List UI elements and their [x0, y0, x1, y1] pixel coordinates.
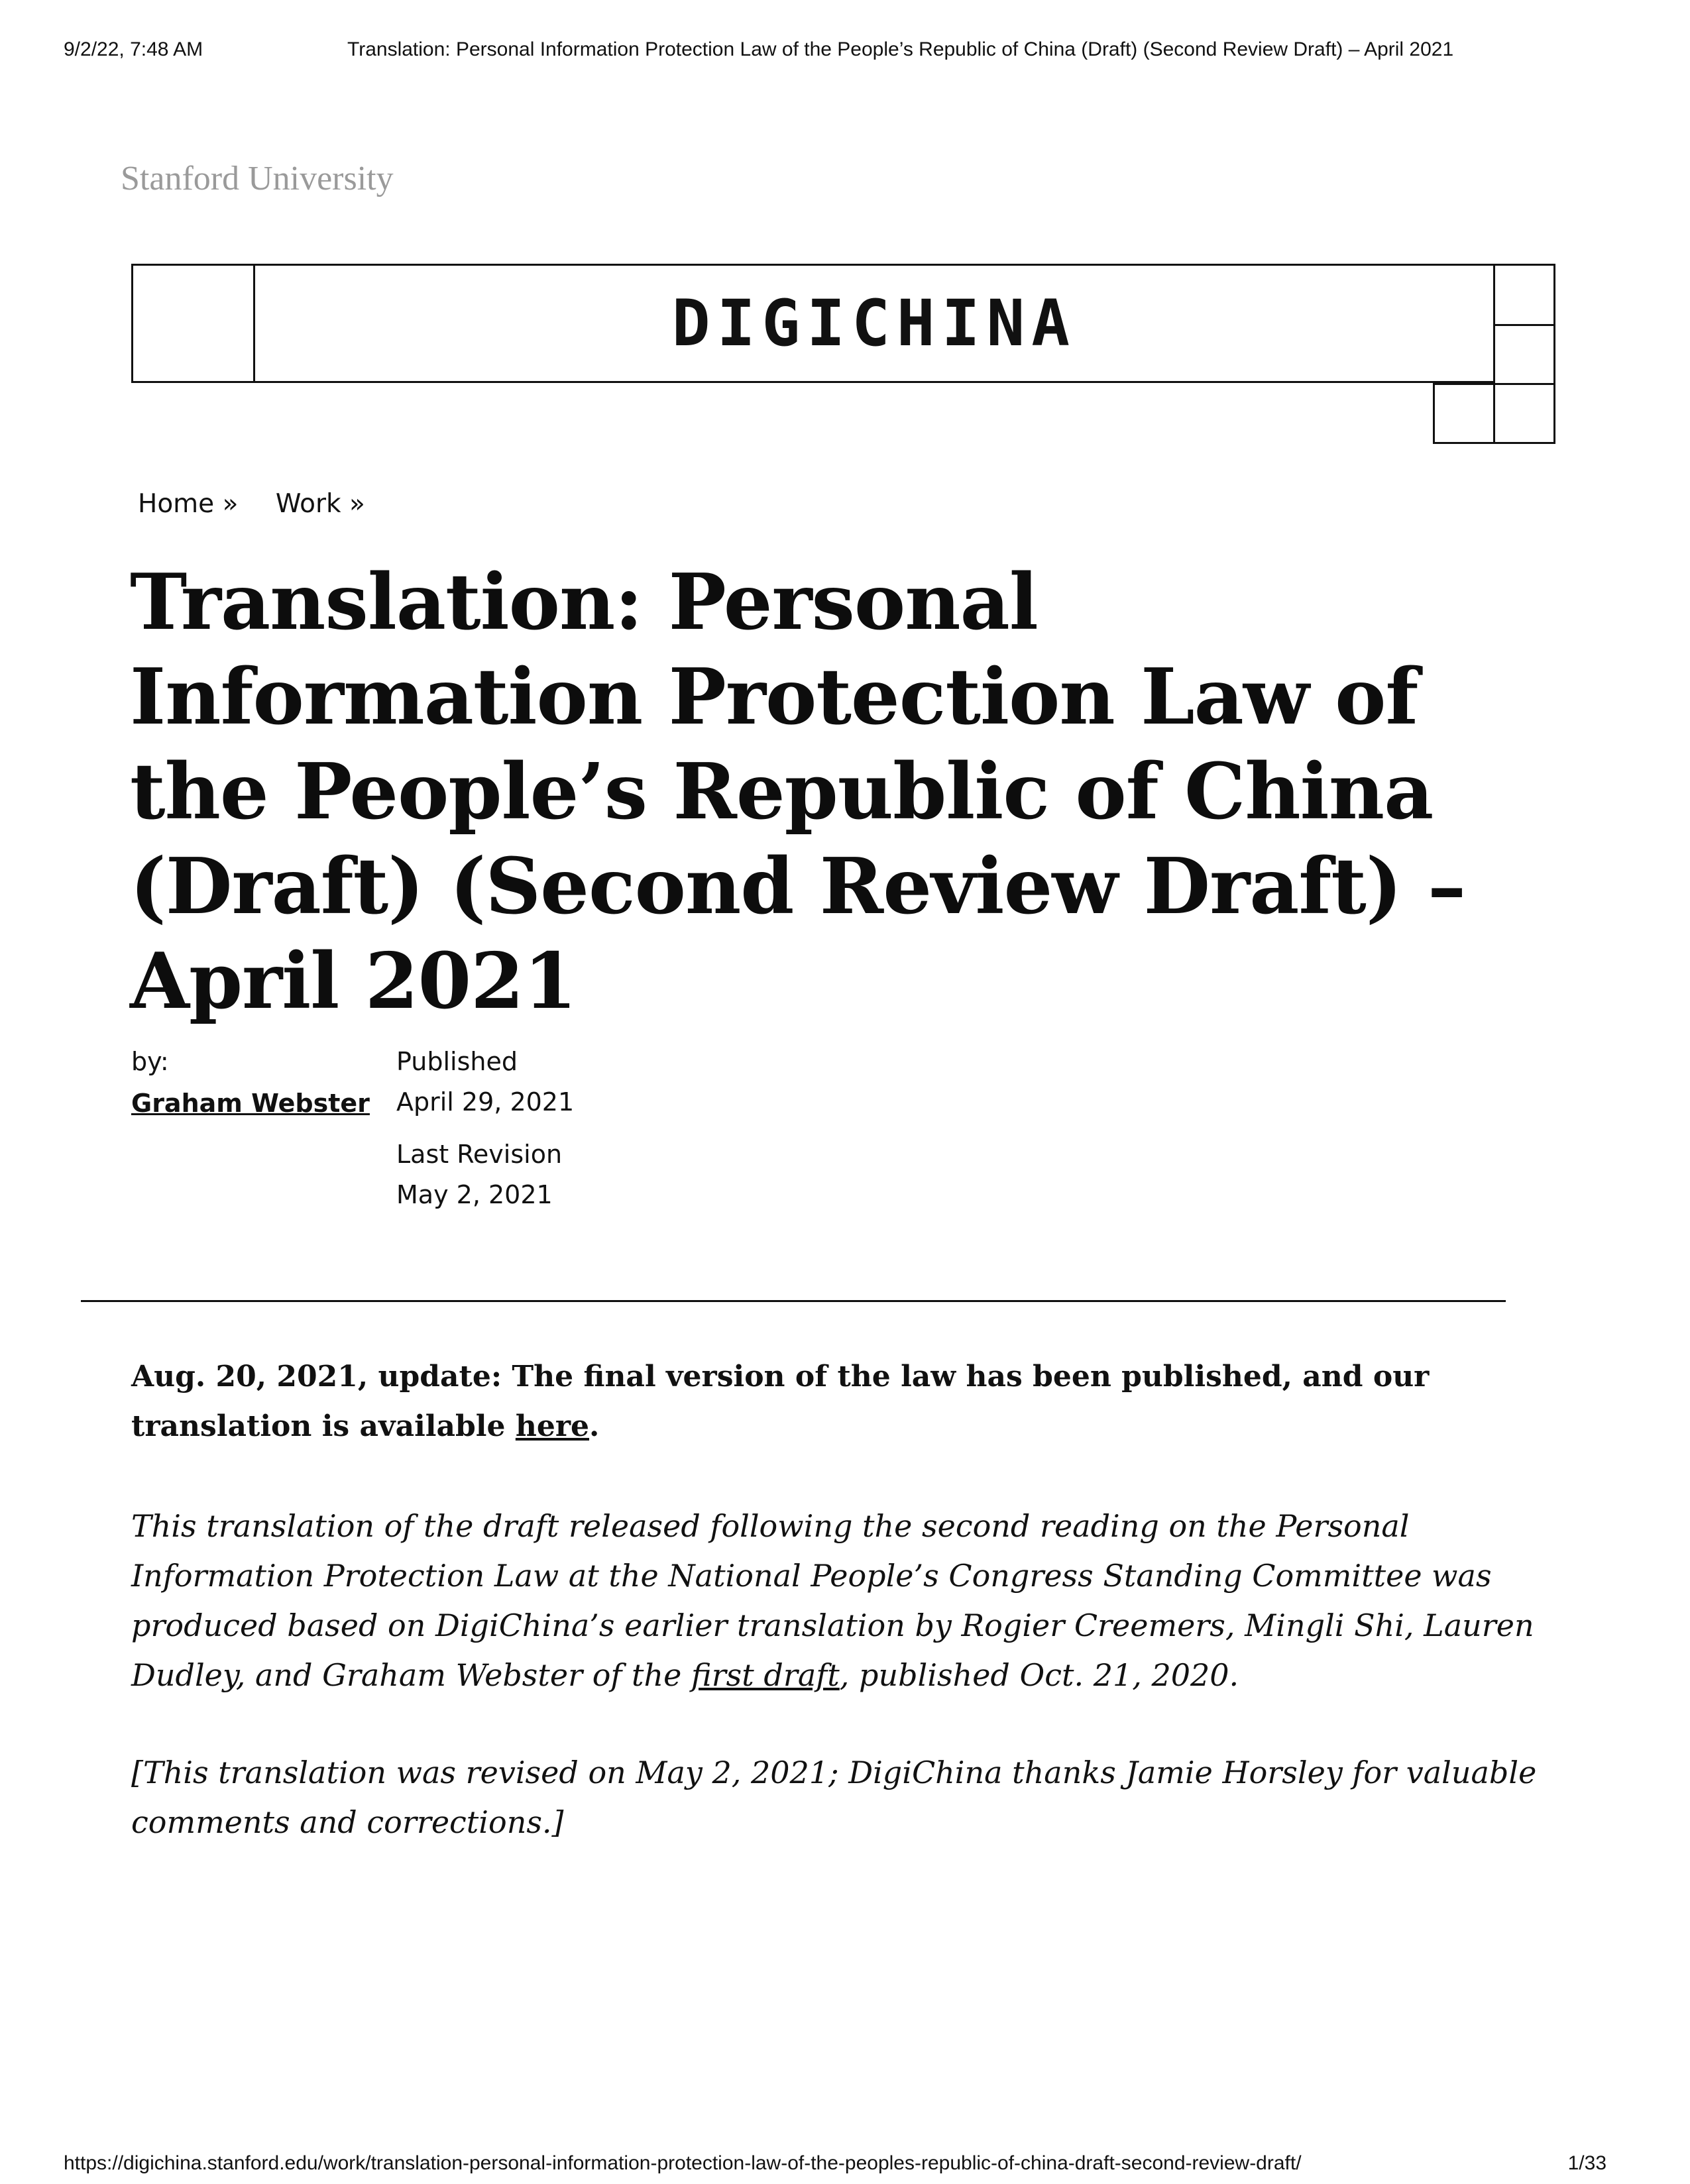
- section-divider: [81, 1300, 1506, 1302]
- intro-suffix: , published Oct. 21, 2020.: [839, 1657, 1239, 1693]
- published-date: April 29, 2021: [396, 1087, 575, 1117]
- site-banner: [131, 264, 1495, 383]
- translation-intro: [131, 1502, 1556, 1700]
- print-datetime: 9/2/22, 7:48 AM: [64, 38, 203, 60]
- update-notice: [131, 1352, 1556, 1451]
- update-suffix: .: [589, 1409, 600, 1443]
- breadcrumb: [138, 489, 394, 519]
- revision-date: May 2, 2021: [396, 1180, 553, 1209]
- digichina-logo[interactable]: DIGICHINA: [671, 286, 1077, 360]
- breadcrumb-home[interactable]: Home »: [138, 489, 239, 519]
- breadcrumb-work[interactable]: Work »: [275, 489, 365, 519]
- revision-label: Last Revision: [396, 1140, 563, 1169]
- revision-note: [This translation was revised on May 2, 2021; DigiChina thanks Jamie Horsley for valuable comments and corrections.]: [131, 1755, 1537, 1840]
- print-doc-title: Translation: Personal Information Protection Law of the People’s Republic of China (Draft) (Second Review Draft) – April 2021: [347, 38, 1454, 60]
- first-draft-link[interactable]: first draft: [691, 1657, 840, 1693]
- banner-grid-cell: [1493, 264, 1555, 326]
- banner-grid-cell: [1433, 383, 1495, 444]
- print-page-number: 1/33: [1567, 2152, 1606, 2174]
- update-here-link[interactable]: here: [515, 1409, 589, 1443]
- author-link[interactable]: Graham Webster: [131, 1089, 370, 1118]
- update-text: Aug. 20, 2021, update: The final version of the law has been published, and our translation is available: [131, 1360, 1430, 1443]
- published-label: Published: [396, 1047, 518, 1076]
- university-link[interactable]: Stanford University: [121, 160, 394, 197]
- banner-left-cell: [133, 266, 255, 381]
- banner-grid-cell: [1493, 324, 1555, 385]
- print-header: [64, 38, 1626, 65]
- page-title: Translation: Personal Information Protection Law of the People’s Republic of China (Draft) (Second Review Draft) – April 2021: [130, 557, 1466, 1026]
- intro-text: This translation of the draft released following the second reading on the Personal Information Protection Law at the National People’s Congress Standing Committee was produced based on DigiChina’s earlier translation by Rogier Creemers, Mingli Shi, Lauren Dudley, and Graham Webster of the: [131, 1508, 1534, 1693]
- banner-grid-decoration: [1493, 264, 1555, 444]
- banner-grid-cell: [1493, 383, 1555, 444]
- byline-label: by:: [131, 1047, 169, 1076]
- print-url: https://digichina.stanford.edu/work/translation-personal-information-protection-law-of-the-peoples-republic-of-china-draft-second-review-draft/: [64, 2152, 1302, 2174]
